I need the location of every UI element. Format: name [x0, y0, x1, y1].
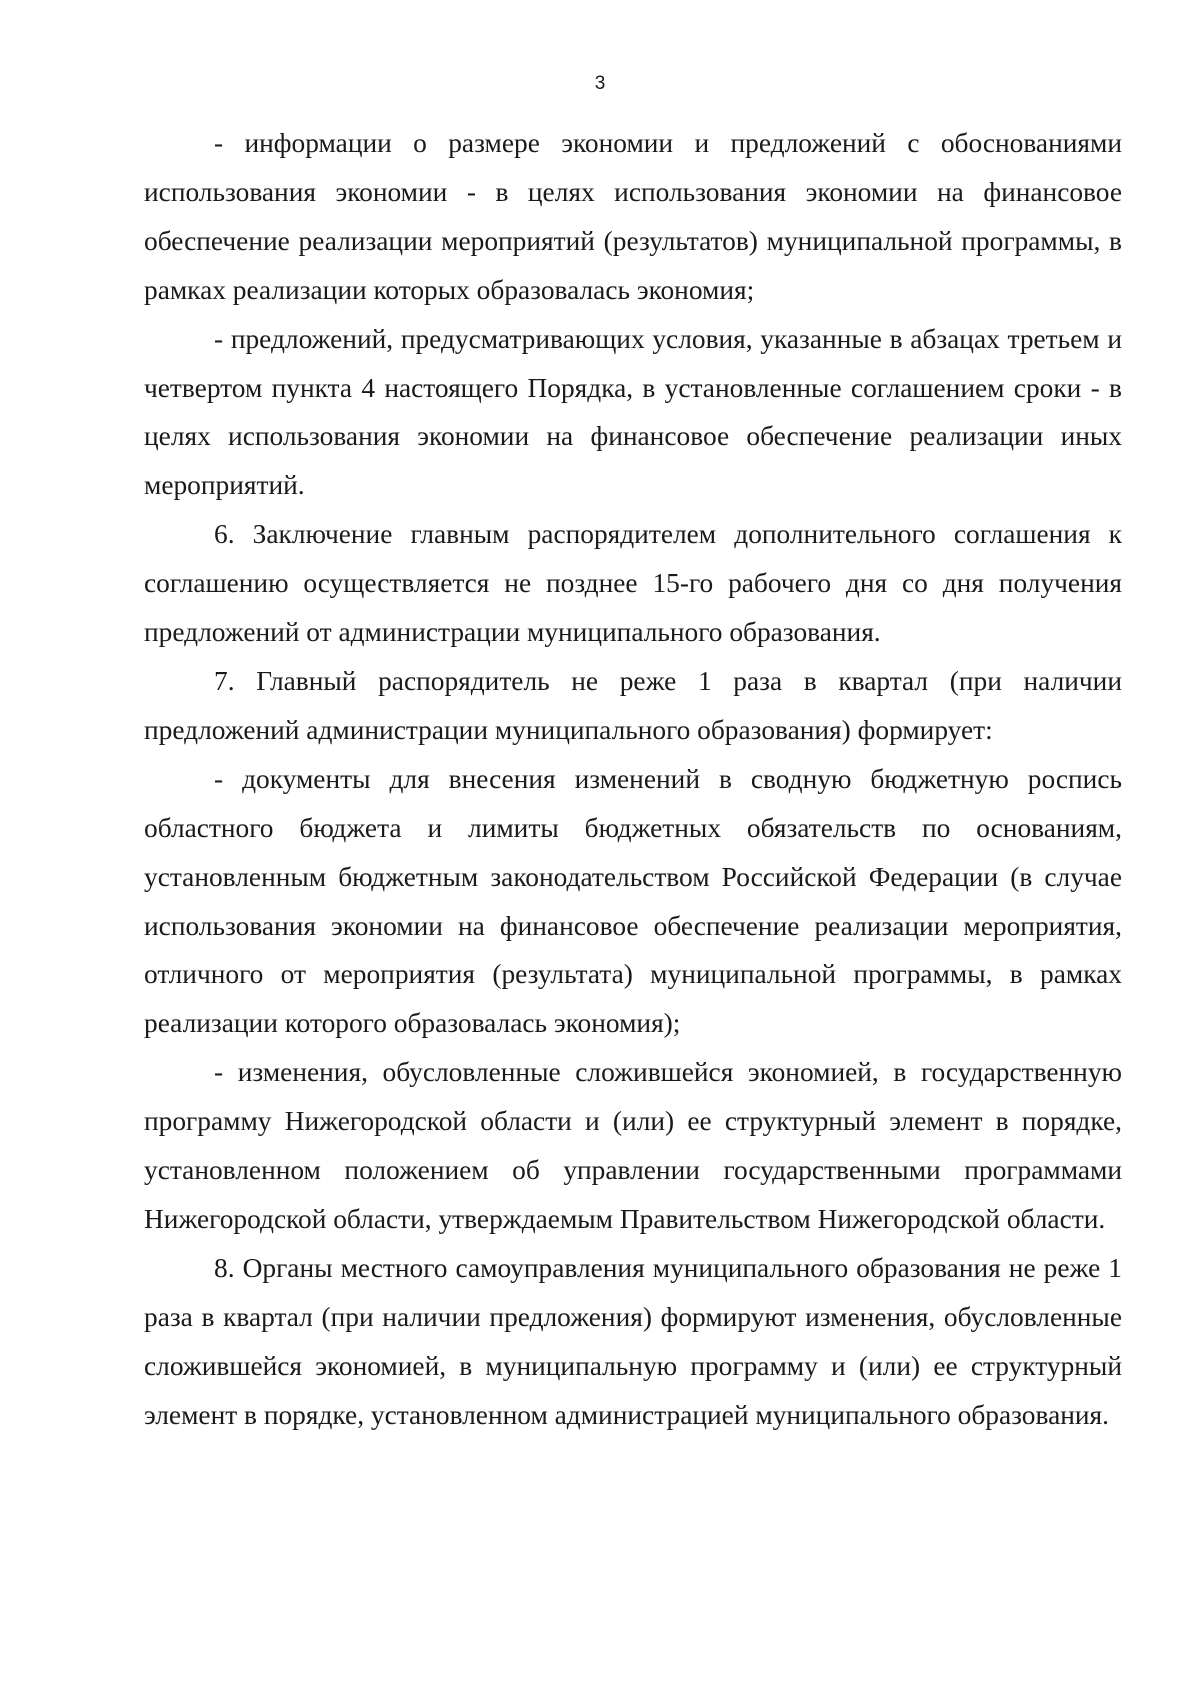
paragraph-state-program-changes: - изменения, обусловленные сложившейся экономией, в государственную программу Нижегородской области и (или) ее структурный элемент в порядке, установленном положением об управлении государственными программами Нижегородской области, утверждаемым Правительством Нижегородской области.: [144, 1057, 1122, 1234]
page-number: 3: [594, 73, 606, 94]
paragraph-item-6: 6. Заключение главным распорядителем дополнительного соглашения к соглашению осуществляется не позднее 15-го рабочего дня со дня получения предложений от администрации муниципального образования.: [144, 519, 1122, 648]
paragraph-budget-documents: - документы для внесения изменений в сводную бюджетную роспись областного бюджета и лимиты бюджетных обязательств по основаниям, установленным бюджетным законодательством Российской Федерации (в случае использования экономии на финансовое обеспечение реализации мероприятия, отличного от мероприятия (результата) муниципальной программы, в рамках реализации которого образовалась экономия);: [144, 763, 1122, 1039]
document-body: [144, 119, 1122, 1439]
paragraph-economy-info: - информации о размере экономии и предложений с обоснованиями использования экономии - в целях использования экономии на финансовое обеспечение реализации мероприятий (результатов) муниципальной программы, в рамках реализации которых образовалась экономия;: [144, 128, 1122, 305]
paragraph-proposals-conditions: - предложений, предусматривающих условия, указанные в абзацах третьем и четвертом пункта 4 настоящего Порядка, в установленные соглашением сроки - в целях использования экономии на финансовое обеспечение реализации иных мероприятий.: [144, 323, 1122, 501]
paragraph-item-7: 7. Главный распорядитель не реже 1 раза в квартал (при наличии предложений администрации муниципального образования) формирует:: [144, 665, 1122, 745]
paragraph-item-8: 8. Органы местного самоуправления муниципального образования не реже 1 раза в квартал (при наличии предложения) формируют изменения, обусловленные сложившейся экономией, в муниципальную программу и (или) ее структурный элемент в порядке, установленном администрацией муниципального образования.: [144, 1252, 1122, 1430]
